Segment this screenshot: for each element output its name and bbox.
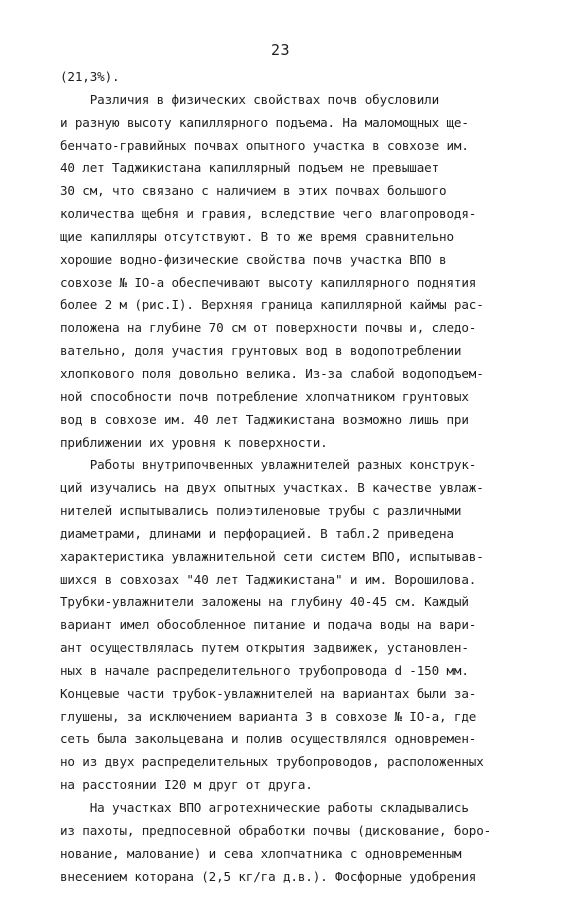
- text-line: диаметрами, длинами и перфорацией. В табл.2 приведена: [60, 525, 454, 541]
- text-line: сеть была закольцевана и полив осуществлялся одновремен-: [60, 731, 477, 747]
- text-line: 40 лет Таджикистана капиллярный подъем не превышает: [60, 160, 440, 176]
- text-line: На участках ВПО агротехнические работы складывались: [60, 800, 469, 815]
- text-line: приближении их уровня к поверхности.: [60, 434, 328, 450]
- text-line: и разную высоту капиллярного подъема. На маломощных ще-: [60, 114, 469, 130]
- text-line: совхозе № IO-а обеспечивают высоту капиллярного поднятия: [60, 274, 477, 290]
- text-line: внесением которана (2,5 кг/га д.в.). Фосфорные удобрения: [60, 868, 477, 884]
- body-text: [60, 66, 515, 888]
- text-line: Трубки-увлажнители заложены на глубину 40-45 см. Каждый: [60, 594, 469, 610]
- text-line: более 2 м (рис.I). Верхняя граница капиллярной каймы рас-: [60, 297, 484, 313]
- text-line: ант осуществлялась путем открытия задвижек, установлен-: [60, 640, 469, 656]
- text-line: но из двух распределительных трубопроводов, расположенных: [60, 754, 484, 770]
- text-line: положена на глубине 70 см от поверхности почвы и, следо-: [60, 320, 477, 336]
- text-line: ных в начале распределительного трубопровода d -150 мм.: [60, 662, 469, 678]
- page-number: 23: [270, 41, 291, 59]
- text-line: нителей испытывались полиэтиленовые трубы с различными: [60, 503, 462, 519]
- text-line: количества щебня и гравия, вследствие чего влагопроводя-: [60, 206, 477, 222]
- text-line: щие капилляры отсутствуют. В то же время сравнительно: [60, 228, 454, 244]
- text-line: бенчато-гравийных почвах опытного участка в совхозе им.: [60, 137, 469, 153]
- text-line: хорошие водно-физические свойства почв участка ВПО в: [60, 251, 447, 267]
- text-line: Работы внутрипочвенных увлажнителей разных конструк-: [60, 457, 477, 473]
- text-line: ций изучались на двух опытных участках. В качестве увлаж-: [60, 480, 484, 496]
- text-line: шихся в совхозах "40 лет Таджикистана" и им. Ворошилова.: [60, 571, 477, 587]
- text-line: хлопкового поля довольно велика. Из-за слабой водоподъем-: [60, 365, 484, 381]
- text-line: вариант имел обособленное питание и подача воды на вари-: [60, 617, 477, 633]
- text-line: из пахоты, предпосевной обработки почвы (дискование, боро-: [60, 822, 492, 838]
- text-line: вательно, доля участия грунтовых вод в водопотреблении: [60, 343, 462, 359]
- text-line: на расстоянии I20 м друг от друга.: [60, 777, 313, 793]
- text-line: (21,3%).: [60, 69, 120, 84]
- text-line: ной способности почв потребление хлопчатником грунтовых: [60, 388, 469, 404]
- text-line: Различия в физических свойствах почв обусловили: [60, 91, 440, 107]
- text-line: нование, малование) и сева хлопчатника с одновременным: [60, 845, 462, 861]
- text-line: 30 см, что связано с наличием в этих почвах большого: [60, 183, 447, 199]
- text-line: характеристика увлажнительной сети систем ВПО, испытывав-: [60, 548, 484, 564]
- text-line: вод в совхозе им. 40 лет Таджикистана возможно лишь при: [60, 411, 469, 427]
- text-line: глушены, за исключением варианта 3 в совхозе № IO-а, где: [60, 708, 477, 724]
- text-line: Концевые части трубок-увлажнителей на вариантах были за-: [60, 685, 477, 701]
